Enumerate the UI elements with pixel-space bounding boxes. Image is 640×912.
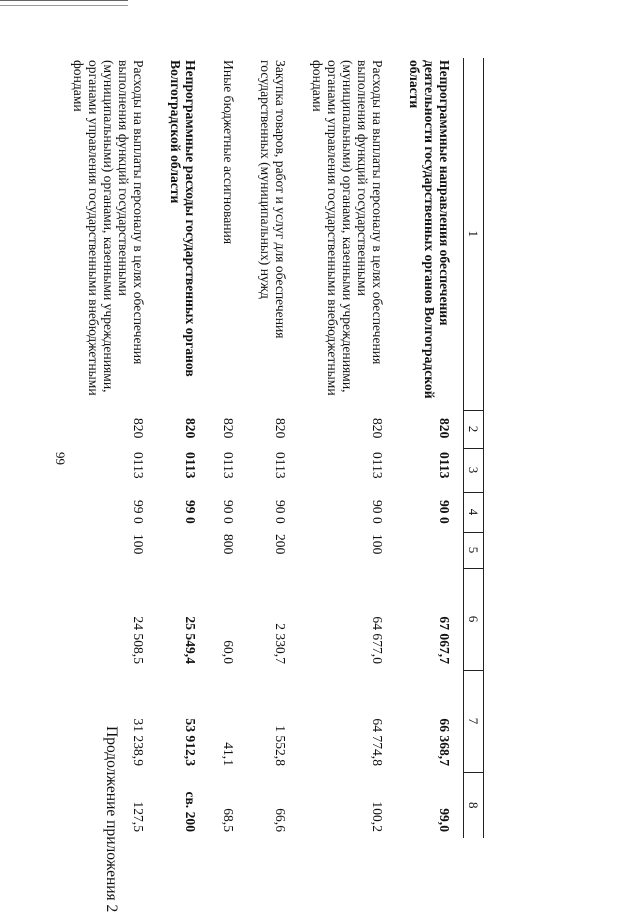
executed-amount: 41,1 bbox=[221, 742, 236, 766]
execution-percent: 99,0 bbox=[437, 808, 452, 832]
table-row bbox=[310, 58, 407, 838]
execution-percent: 66,6 bbox=[273, 808, 288, 832]
table-row bbox=[71, 58, 168, 838]
budget-table bbox=[71, 58, 484, 838]
expense-type bbox=[168, 532, 220, 568]
appendix-caption: Продолжение приложения 2 bbox=[103, 726, 120, 912]
executed-amount: 1 552,8 bbox=[273, 725, 288, 766]
header-cell: 1 bbox=[464, 58, 484, 410]
section-code: 0113 bbox=[221, 452, 236, 479]
planned-amount: 67 067,7 bbox=[437, 616, 452, 664]
page-number: 99 bbox=[53, 452, 68, 465]
target-article: 90 0 bbox=[370, 500, 385, 524]
header-cell: 3 bbox=[464, 448, 484, 492]
header-cell: 7 bbox=[464, 670, 484, 772]
section-code: 0113 bbox=[131, 452, 146, 479]
row-name: Непрограммные направления обеспечения деятельности государственных органов Волгоградской области bbox=[407, 60, 452, 399]
ministry-code: 820 bbox=[131, 418, 146, 439]
ministry-code: 820 bbox=[221, 418, 236, 439]
table-row bbox=[407, 58, 464, 838]
header-cell: 5 bbox=[464, 532, 484, 568]
execution-percent: 127,5 bbox=[131, 801, 146, 832]
target-article: 99 0 bbox=[183, 500, 198, 524]
header-cell: 4 bbox=[464, 492, 484, 532]
planned-amount: 64 677,0 bbox=[370, 616, 385, 664]
table-row bbox=[258, 58, 310, 838]
ministry-code: 820 bbox=[370, 418, 385, 439]
table-row bbox=[168, 58, 220, 838]
header-cell: 6 bbox=[464, 568, 484, 670]
executed-amount: 64 774,8 bbox=[370, 718, 385, 766]
planned-amount: 60,0 bbox=[221, 640, 236, 664]
header-cell: 2 bbox=[464, 410, 484, 448]
expense-type: 100 bbox=[370, 534, 385, 555]
column-number-header bbox=[464, 58, 484, 838]
section-code: 0113 bbox=[437, 452, 452, 479]
target-article: 99 0 bbox=[131, 500, 146, 524]
execution-percent: 100,2 bbox=[370, 801, 385, 832]
execution-percent: св. 200 bbox=[183, 791, 198, 832]
header-cell: 8 bbox=[464, 772, 484, 838]
row-name: Расходы на выплаты персоналу в целях обеспечения выполнения функций государственными (муниципальными) органами, казенными учреждениями, органами управления государственными внебюджетными фондами bbox=[310, 60, 385, 396]
expense-type bbox=[407, 532, 464, 568]
ministry-code: 820 bbox=[273, 418, 288, 439]
expense-type: 800 bbox=[221, 534, 236, 555]
section-code: 0113 bbox=[370, 452, 385, 479]
row-name: Закупка товаров, работ и услуг для обеспечения государственных (муниципальных) нужд bbox=[258, 60, 288, 339]
section-code: 0113 bbox=[273, 452, 288, 479]
row-name: Непрограммные расходы государственных органов Волгоградской области bbox=[168, 60, 198, 377]
planned-amount: 2 330,7 bbox=[273, 623, 288, 664]
expense-type: 200 bbox=[273, 534, 288, 555]
expense-type: 100 bbox=[131, 534, 146, 555]
table-row bbox=[220, 58, 258, 838]
executed-amount: 66 368,7 bbox=[437, 718, 452, 766]
target-article: 90 0 bbox=[437, 500, 452, 524]
row-name: Иные бюджетные ассигнования bbox=[221, 60, 236, 245]
ministry-code: 820 bbox=[183, 418, 198, 439]
target-article: 90 0 bbox=[273, 500, 288, 524]
target-article: 90 0 bbox=[221, 500, 236, 524]
execution-percent: 68,5 bbox=[221, 808, 236, 832]
executed-amount: 31 238,9 bbox=[131, 718, 146, 766]
planned-amount: 24 508,5 bbox=[131, 616, 146, 664]
planned-amount: 25 549,4 bbox=[183, 616, 198, 664]
ministry-code: 820 bbox=[437, 418, 452, 439]
row-name: Расходы на выплаты персоналу в целях обеспечения выполнения функций государственными (муниципальными) органами, казенными учреждениями, органами управления государственными внебюджетными фондами bbox=[71, 60, 146, 396]
section-code: 0113 bbox=[183, 452, 198, 479]
executed-amount: 53 912,3 bbox=[183, 718, 198, 766]
